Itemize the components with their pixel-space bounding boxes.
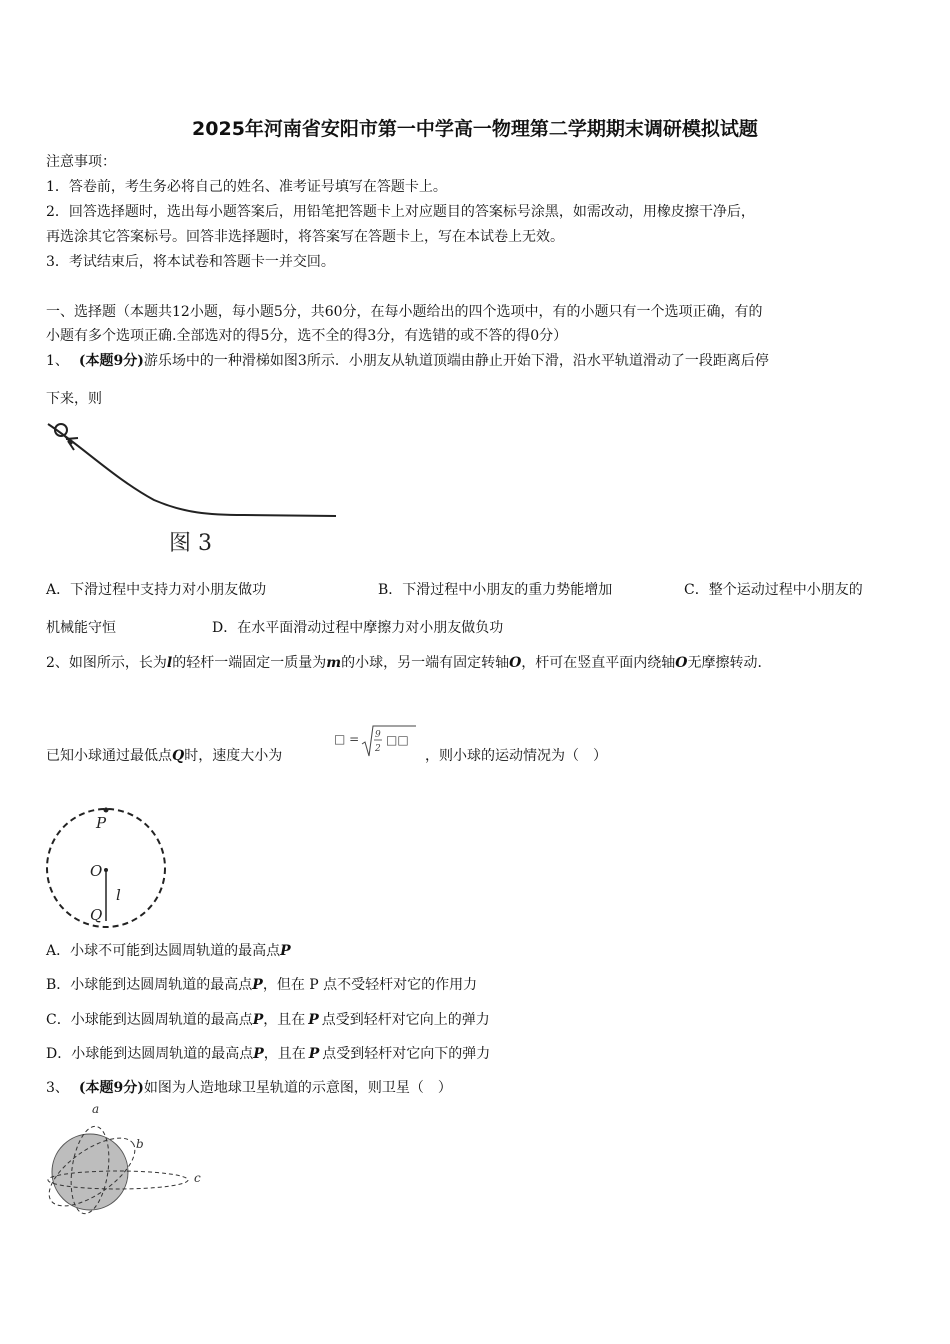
- label-l: l: [116, 886, 121, 904]
- q1-text: 游乐场中的一种滑梯如图3所示．小朋友从轨道顶端由静止开始下滑，沿水平轨道滑动了一段距离后停: [143, 353, 769, 369]
- q2-text: 2、如图所示，长为: [46, 655, 167, 671]
- q3-text: 如图为人造地球卫星轨道的示意图，则卫星（ ）: [143, 1080, 452, 1096]
- slide-figure: [44, 418, 344, 558]
- q3-number: 3、: [46, 1080, 69, 1096]
- notice-item: 再选涂其它答案标号。回答非选择题时，将答案写在答题卡上，写在本试卷上无效。: [46, 229, 564, 245]
- point-p: [104, 808, 109, 813]
- q2-stem-3: ，则小球的运动情况为（ ）: [425, 748, 607, 764]
- option-var: P: [252, 1012, 264, 1028]
- circle-figure: [44, 806, 170, 931]
- q2-text: 已知小球通过最低点: [46, 748, 172, 764]
- q2-var-o: O: [675, 655, 688, 671]
- notice-item: 1．答卷前，考生务必将自己的姓名、准考证号填写在答题卡上。: [46, 179, 447, 195]
- q1-option-d: D．在水平面滑动过程中摩擦力对小朋友做负功: [212, 620, 504, 636]
- notice-item: 3．考试结束后，将本试卷和答题卡一并交回。: [46, 254, 335, 270]
- option-text: A．小球不可能到达圆周轨道的最高点: [46, 943, 281, 959]
- satellite-orbits-figure: [40, 1100, 220, 1220]
- notice-item: 2．回答选择题时，选出每小题答案后，用铅笔把答题卡上对应题目的答案标号涂黑，如需改动，用橡皮擦干净后，: [46, 204, 755, 220]
- q1-option-a: A．下滑过程中支持力对小朋友做功: [46, 582, 267, 598]
- option-var: P: [280, 943, 291, 959]
- section-instructions: 一、选择题（本题共12小题，每小题5分，共60分，在每小题给出的四个选项中，有的小题只有一个选项正确，有的: [46, 304, 763, 320]
- figure-3-label: 图 3: [169, 531, 212, 556]
- q2-option-c: [46, 1010, 490, 1030]
- option-var: P: [253, 1046, 264, 1062]
- option-text: ，且在: [263, 1012, 306, 1028]
- option-text: 点受到轻杆对它向下的弹力: [322, 1046, 491, 1062]
- option-text: 点受到轻杆对它向上的弹力: [321, 1012, 490, 1028]
- option-text: D．小球能到达圆周轨道的最高点: [46, 1046, 254, 1062]
- formula-lhs: □ =: [334, 732, 360, 746]
- q2-option-d: [46, 1044, 490, 1064]
- q1-number: 1、: [46, 353, 69, 369]
- q1-stem: [46, 351, 769, 371]
- label-b: b: [136, 1137, 144, 1151]
- q2-stem-2: [46, 746, 282, 766]
- q2-option-a: [46, 941, 291, 961]
- q1-option-b: B．下滑过程中小朋友的重力势能增加: [378, 582, 613, 598]
- formula-rhs: □□: [386, 733, 409, 747]
- q1-option-c: C．整个运动过程中小朋友的: [684, 582, 863, 598]
- page-title: 2025年河南省安阳市第一中学高一物理第二学期期末调研模拟试题: [192, 118, 758, 140]
- q3-stem: [46, 1078, 452, 1098]
- option-var: P: [252, 977, 263, 993]
- formula-denominator: 2: [375, 744, 381, 754]
- option-text: ，但在 P 点不受轻杆对它的作用力: [262, 977, 478, 993]
- q2-stem: [46, 653, 771, 673]
- q2-text: ，杆可在竖直平面内绕轴: [521, 655, 676, 671]
- q1-option-c-cont: 机械能守恒: [46, 620, 116, 636]
- q2-var-m: m: [326, 655, 342, 671]
- label-c: c: [194, 1171, 201, 1185]
- q2-var-l: l: [166, 655, 173, 671]
- option-text: C．小球能到达圆周轨道的最高点: [46, 1012, 253, 1028]
- q2-text: 时，速度大小为: [184, 748, 283, 764]
- q1-stem-2: 下来，则: [46, 391, 102, 407]
- q2-var-q: Q: [172, 748, 185, 764]
- q2-text: 的轻杆一端固定一质量为: [172, 655, 327, 671]
- q2-option-b: [46, 975, 477, 995]
- q2-text: 的小球，另一端有固定转轴: [341, 655, 510, 671]
- q2-text: 无摩擦转动．: [687, 655, 772, 671]
- q3-points: (本题9分): [78, 1080, 144, 1096]
- section-instructions: 小题有多个选项正确.全部选对的得5分，选不全的得3分，有选错的或不答的得0分）: [46, 328, 568, 344]
- option-text: ，且在: [263, 1046, 306, 1062]
- option-var: P: [308, 1012, 319, 1028]
- q1-points: (本题9分): [78, 353, 144, 369]
- option-text: B．小球能到达圆周轨道的最高点: [46, 977, 253, 993]
- notice-heading: 注意事项：: [46, 154, 116, 170]
- option-var: P: [308, 1046, 320, 1062]
- formula-numerator: 9: [375, 730, 381, 740]
- slide-track: [48, 424, 336, 516]
- label-o: O: [90, 862, 103, 880]
- label-a: a: [92, 1102, 100, 1116]
- label-p: P: [96, 814, 107, 832]
- label-q: Q: [90, 906, 103, 924]
- velocity-formula: [332, 722, 422, 762]
- earth: [52, 1134, 128, 1210]
- q2-var-o: O: [509, 655, 522, 671]
